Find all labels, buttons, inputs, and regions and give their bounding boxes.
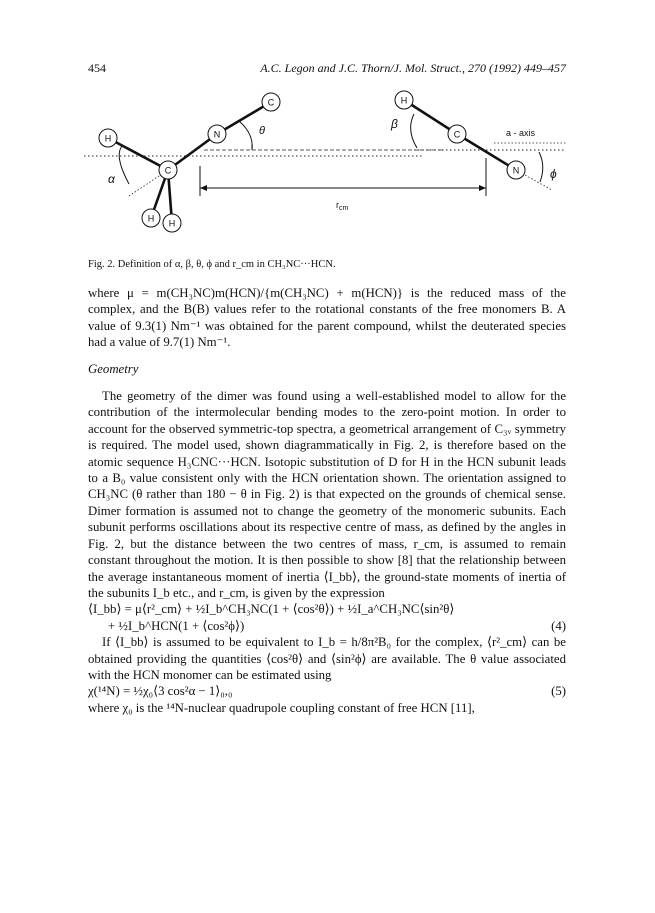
figure-caption: Fig. 2. Definition of α, β, θ, ϕ and r_cm in CH₃NC···HCN. <box>88 259 336 270</box>
atom-c-isocyanide <box>262 93 280 111</box>
atom-h-methyl-2 <box>163 214 181 232</box>
rcm-label: $r_{cm}$ <box>336 200 349 212</box>
alpha-label: α <box>108 172 115 186</box>
svg-text:H: H <box>147 213 155 224</box>
svg-text:N: N <box>213 129 221 140</box>
a-axis-label: a - axis <box>506 128 536 138</box>
svg-text:H: H <box>400 95 408 106</box>
running-header <box>88 61 566 77</box>
equation-4-continuation: + ½I_b^HCN(1 + ⟨cos²ϕ⟩) <box>108 618 245 633</box>
svg-text:H: H <box>104 133 112 144</box>
rcm-arrowhead-left <box>200 185 207 191</box>
atom-h-methyl-1 <box>142 209 160 227</box>
page-number: 454 <box>88 61 106 75</box>
beta-arc <box>411 114 417 148</box>
atom-h-hcn <box>395 91 413 109</box>
atom-h-left <box>99 129 117 147</box>
equation-4-number: (4) <box>551 618 566 633</box>
equation-5 <box>88 683 566 699</box>
molecular-geometry-figure <box>84 86 574 246</box>
svg-text:N: N <box>512 165 520 176</box>
equation-5-number: (5) <box>551 684 566 699</box>
svg-text:C: C <box>267 97 275 108</box>
phi-arc <box>539 152 543 182</box>
equation-4-line-1 <box>88 601 566 617</box>
atom-n-hcn <box>507 161 525 179</box>
equation-4-line-2 <box>88 618 566 634</box>
alpha-arc <box>119 146 129 184</box>
rcm-arrowhead-right <box>479 185 486 191</box>
section-heading-geometry: Geometry <box>88 361 139 376</box>
paragraph-moment-of-inertia: If ⟨I_bb⟩ is assumed to be equivalent to I_b = h/8π²B₀ for the complex, ⟨r²_cm⟩ can be obtained providing the quantities ⟨cos²θ⟩ and ⟨sin²ϕ⟩ are available. The θ value associated with the HCN monomer can be estimated using <box>88 635 566 682</box>
bond-h-c-left <box>108 138 168 170</box>
beta-label: β <box>391 117 398 131</box>
svg-text:C: C <box>453 129 461 140</box>
svg-text:H: H <box>168 218 176 229</box>
svg-text:C: C <box>164 165 172 176</box>
theta-label-left: θ <box>259 125 265 137</box>
paragraph-reduced-mass: where μ = m(CH₃NC)m(HCN)/{m(CH₃NC) + m(HCN)} is the reduced mass of the complex, and the B(B) values refer to the rotational constants of the free monomers B. A value of 9.3(1) Nm⁻¹ was obtained for the parent compound, whilst the deuterated species had a value of 9.7(1) Nm⁻¹. <box>88 286 566 350</box>
running-title: A.C. Legon and J.C. Thorn/J. Mol. Struct., 270 (1992) 449–457 <box>260 61 566 75</box>
atom-c-hcn <box>448 125 466 143</box>
body-text <box>88 285 566 716</box>
theta-arc-left <box>239 121 252 150</box>
equation-4-expression: ⟨I_bb⟩ = μ⟨r²_cm⟩ + ½I_b^CH₃NC(1 + ⟨cos²θ⟩) + ½I_a^CH₃NC⟨sin²θ⟩ <box>88 602 455 617</box>
atom-c-methyl <box>159 161 177 179</box>
atom-n-isocyanide <box>208 125 226 143</box>
phi-label: ϕ <box>550 167 557 181</box>
paragraph-quadrupole: where χ₀ is the ¹⁴N-nuclear quadrupole coupling constant of free HCN [11], <box>88 700 475 715</box>
paragraph-geometry-model: The geometry of the dimer was found using a well-established model to allow for the contribution of the intermolecular bending modes to the zero-point motion. In order to account for the observed symmetric-top spectra, a geometrical arrangement of C₃ᵥ symmetry is required. The model used, shown diagrammatically in Fig. 2, is therefore based on the atomic sequence H₃CNC···HCN. Isotopic substitution of D for H in the HCN subunit leads to a B₀ value consistent only with the HCN orientation shown. The orientation assigned to CH₃NC (θ rather than 180 − θ in Fig. 2) is that expected on the grounds of chemical sense. Dimer formation is assumed not to change the geometry of the monomeric subunits. Each subunit performs oscillations about its respective centre of mass, as defined by the angles in Fig. 2, but the distance between the two centres of mass, r_cm, is assumed to remain constant throughout the motion. It is then possible to show [8] that the relationship between the average instantaneous moment of inertia ⟨I_bb⟩, the ground-state moments of inertia of the subunits I_b etc., and r_cm, is given by the expression <box>88 389 566 600</box>
equation-5-expression: χ(¹⁴N) = ½χ₀⟨3 cos²α − 1⟩₀,₀ <box>88 684 233 699</box>
